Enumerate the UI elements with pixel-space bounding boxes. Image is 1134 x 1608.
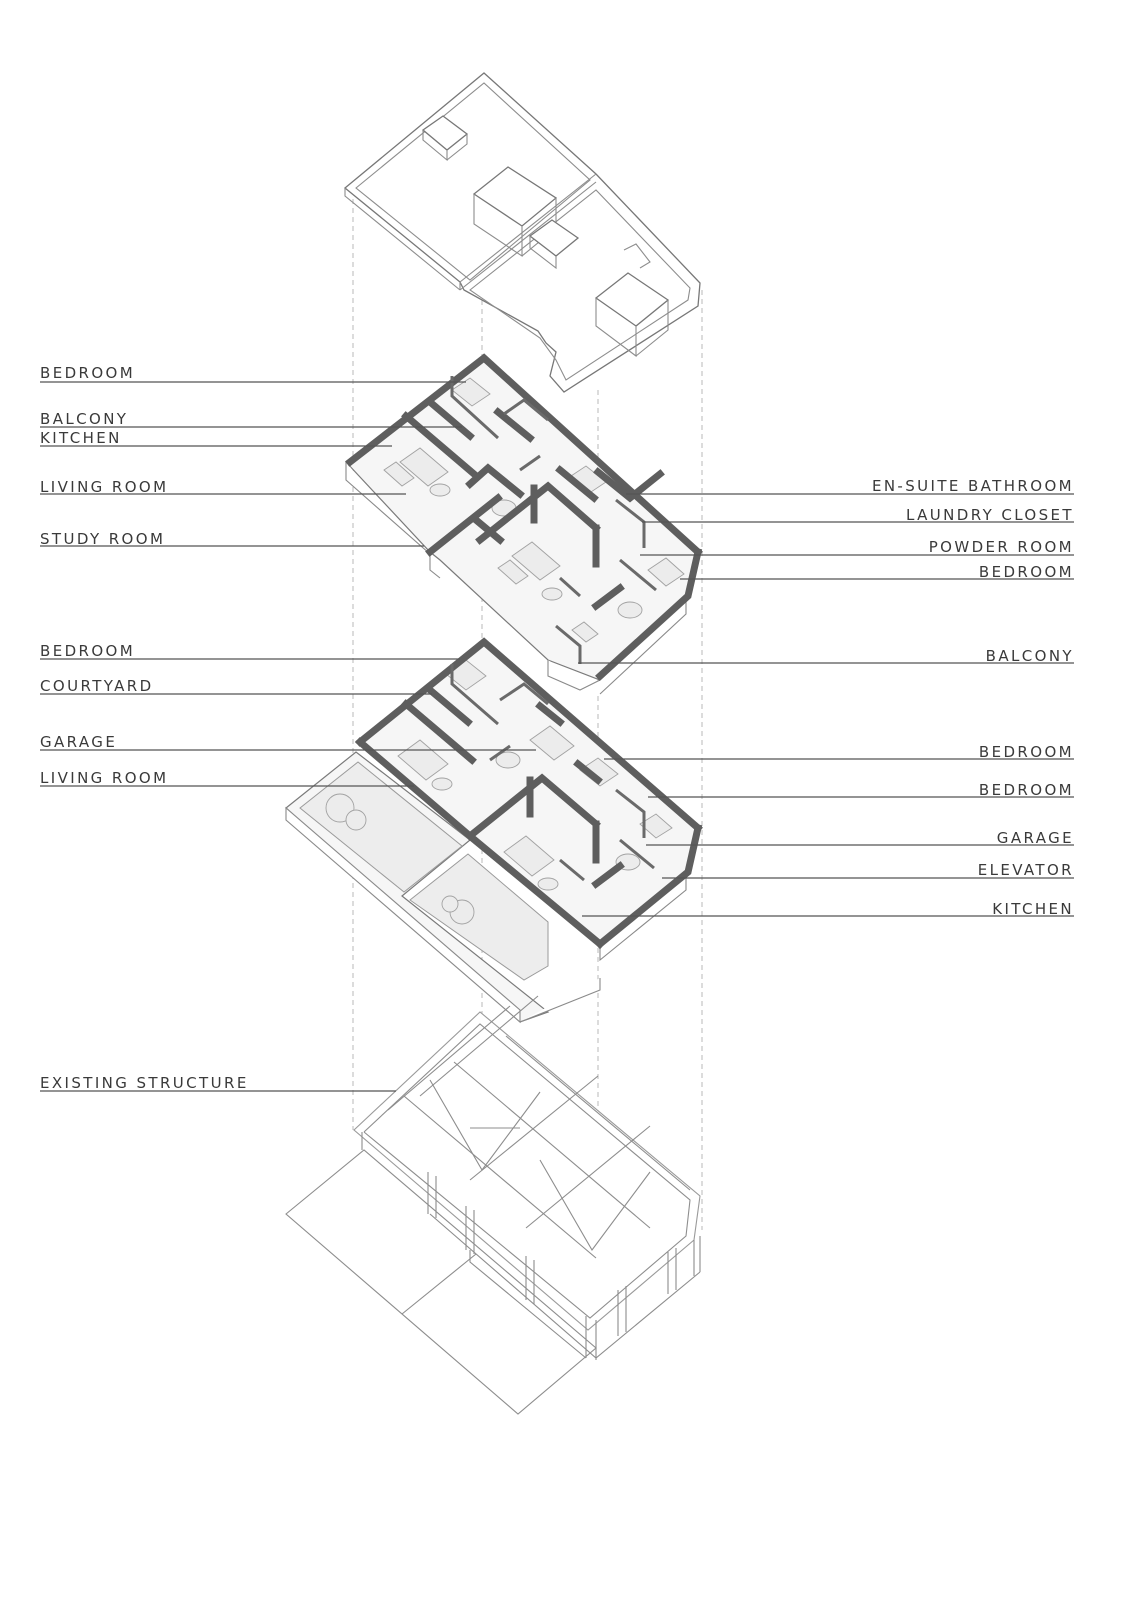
label-ground-bedroom-b: BEDROOM — [978, 781, 1074, 799]
label-ground-kitchen: KITCHEN — [992, 900, 1074, 918]
label-upper-en-suite-bathroom: EN-SUITE BATHROOM — [871, 477, 1074, 495]
label-upper-study-room: STUDY ROOM — [40, 530, 166, 548]
ground-floor-level — [286, 640, 700, 1022]
label-ground-bedroom: BEDROOM — [40, 642, 136, 660]
label-upper-balcony: BALCONY — [40, 410, 129, 428]
label-ground-garage: GARAGE — [40, 733, 118, 751]
label-upper-laundry-closet: LAUNDRY CLOSET — [906, 506, 1074, 524]
label-ground-courtyard: COURTYARD — [40, 677, 154, 695]
label-ground-garage-right: GARAGE — [996, 829, 1074, 847]
existing-structure-level — [286, 996, 700, 1414]
label-upper-kitchen: KITCHEN — [40, 429, 122, 447]
roof-level — [345, 73, 700, 392]
label-upper-bedroom: BEDROOM — [40, 364, 136, 382]
label-ground-elevator: ELEVATOR — [977, 861, 1074, 879]
label-upper-powder-room: POWDER ROOM — [928, 538, 1074, 556]
label-upper-balcony-right: BALCONY — [985, 647, 1074, 665]
upper-floor-level — [346, 356, 700, 694]
label-upper-bedroom-right: BEDROOM — [978, 563, 1074, 581]
label-existing-structure: EXISTING STRUCTURE — [40, 1074, 249, 1092]
label-upper-living-room: LIVING ROOM — [40, 478, 169, 496]
label-ground-living-room: LIVING ROOM — [40, 769, 169, 787]
label-ground-bedroom-a: BEDROOM — [978, 743, 1074, 761]
